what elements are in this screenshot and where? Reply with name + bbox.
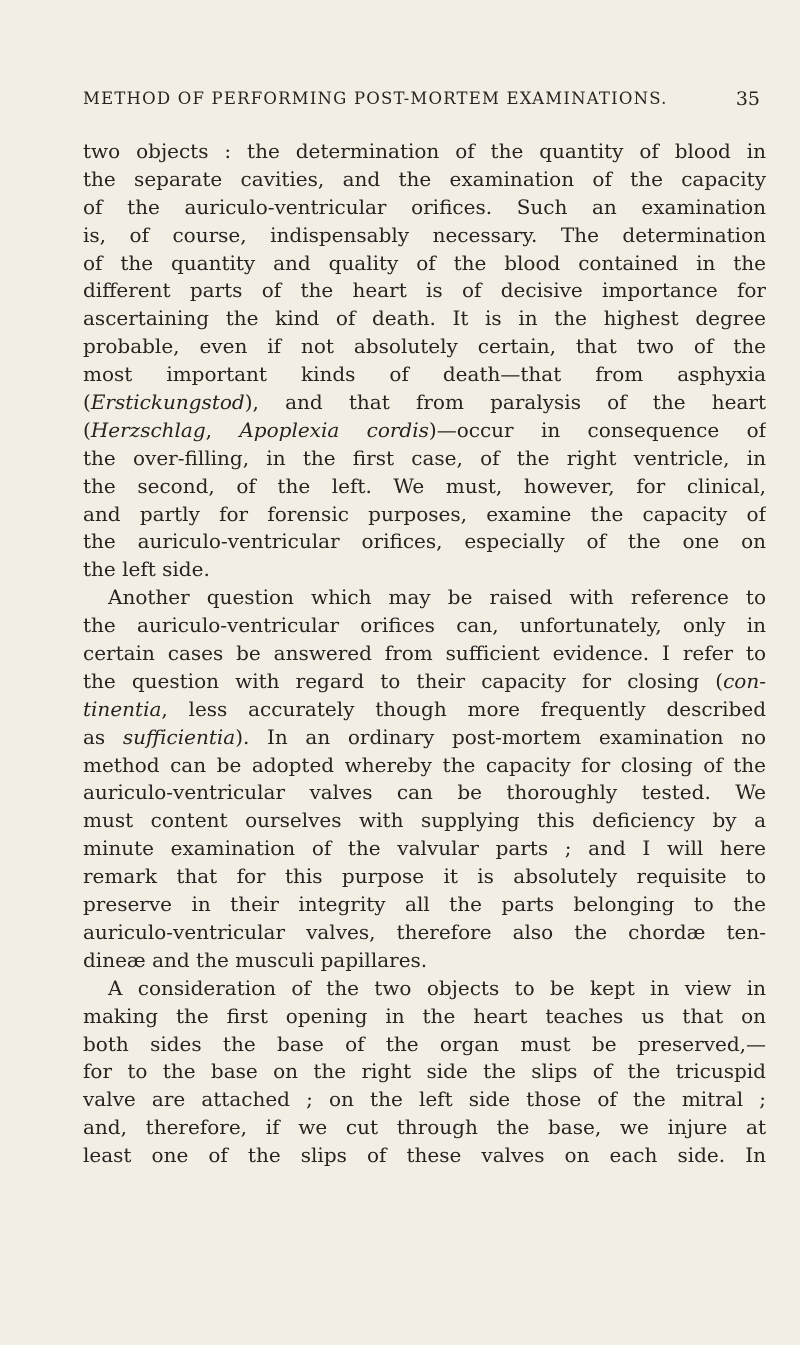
text-line: Another question which may be raised with reference to	[108, 585, 766, 610]
text-line: of the auriculo-ventricular orifices. Such an examination	[83, 194, 766, 219]
text-line: two objects : the determination of the quantity of blood in	[83, 139, 766, 163]
text-line: least one of the slips of these valves on each side. In	[83, 1143, 766, 1168]
text-line: and partly for forensic purposes, examine the capacity of	[83, 501, 766, 526]
page-number: 35	[735, 88, 760, 110]
text-line: the second, of the left. We must, however, for clinical,	[83, 473, 766, 498]
text-line: the over-filling, in the first case, of the right ventricle, in	[83, 445, 766, 470]
running-title: METHOD OF PERFORMING POST-MORTEM EXAMINATIONS.	[83, 89, 668, 108]
italic-term: con-	[723, 668, 766, 693]
text-line: the auriculo-ventricular orifices can, unfortunately, only in	[83, 613, 766, 638]
italic-term: Erstickungstod	[90, 390, 245, 415]
text-line: method can be adopted whereby the capacity for closing of the	[83, 752, 766, 777]
text-line: and, therefore, if we cut through the base, we injure at	[83, 1115, 766, 1140]
text-line: both sides the base of the organ must be preserved,—	[83, 1031, 766, 1056]
text-line: dineæ and the musculi papillares.	[83, 947, 428, 972]
body-text	[83, 138, 766, 1170]
italic-term: Herzschlag	[90, 417, 206, 442]
text-line: of the quantity and quality of the blood contained in the	[83, 250, 766, 275]
text-line: as sufficientia). In an ordinary post-mortem examination no	[83, 724, 766, 749]
italic-term: tinentia	[83, 696, 162, 721]
running-header	[83, 86, 760, 112]
text-line: is, of course, indispensably necessary. The determination	[83, 222, 766, 247]
text-line: must content ourselves with supplying this deficiency by a	[83, 808, 766, 833]
italic-term: Apoplexia cordis	[239, 417, 429, 442]
text-line: (Erstickungstod), and that from paralysis of the heart	[83, 390, 766, 415]
text-line: probable, even if not absolutely certain, that two of the	[83, 334, 766, 359]
text-line: (Herzschlag, Apoplexia cordis)—occur in consequence of	[83, 417, 766, 442]
text-line: most important kinds of death—that from asphyxia	[83, 362, 766, 387]
text-line: auriculo-ventricular valves, therefore also the chordæ ten-	[83, 919, 766, 944]
text-line: minute examination of the valvular parts ; and I will here	[83, 836, 766, 861]
text-line: the auriculo-ventricular orifices, especially of the one on	[83, 529, 766, 554]
text-line: certain cases be answered from sufficient evidence. I refer to	[83, 641, 766, 666]
text-line: ascertaining the kind of death. It is in the highest degree	[83, 306, 766, 331]
text-line: remark that for this purpose it is absolutely requisite to	[83, 864, 766, 889]
text-line: auriculo-ventricular valves can be thoroughly tested. We	[83, 780, 766, 805]
text-line: different parts of the heart is of decisive importance for	[83, 278, 766, 303]
text-line: the left side.	[83, 557, 210, 582]
text-line: the separate cavities, and the examination of the capacity	[83, 166, 766, 191]
text-line: A consideration of the two objects to be kept in view in	[108, 975, 766, 1000]
text-line: preserve in their integrity all the parts belonging to the	[83, 892, 766, 917]
text-line: the question with regard to their capacity for closing (con-	[83, 668, 766, 693]
text-line: valve are attached ; on the left side those of the mitral ;	[83, 1087, 766, 1112]
text-line: for to the base on the right side the slips of the tricuspid	[83, 1059, 766, 1084]
text-line: tinentia, less accurately though more frequently described	[83, 696, 766, 721]
text-line: making the first opening in the heart teaches us that on	[83, 1003, 766, 1028]
italic-term: sufficientia	[122, 724, 236, 749]
